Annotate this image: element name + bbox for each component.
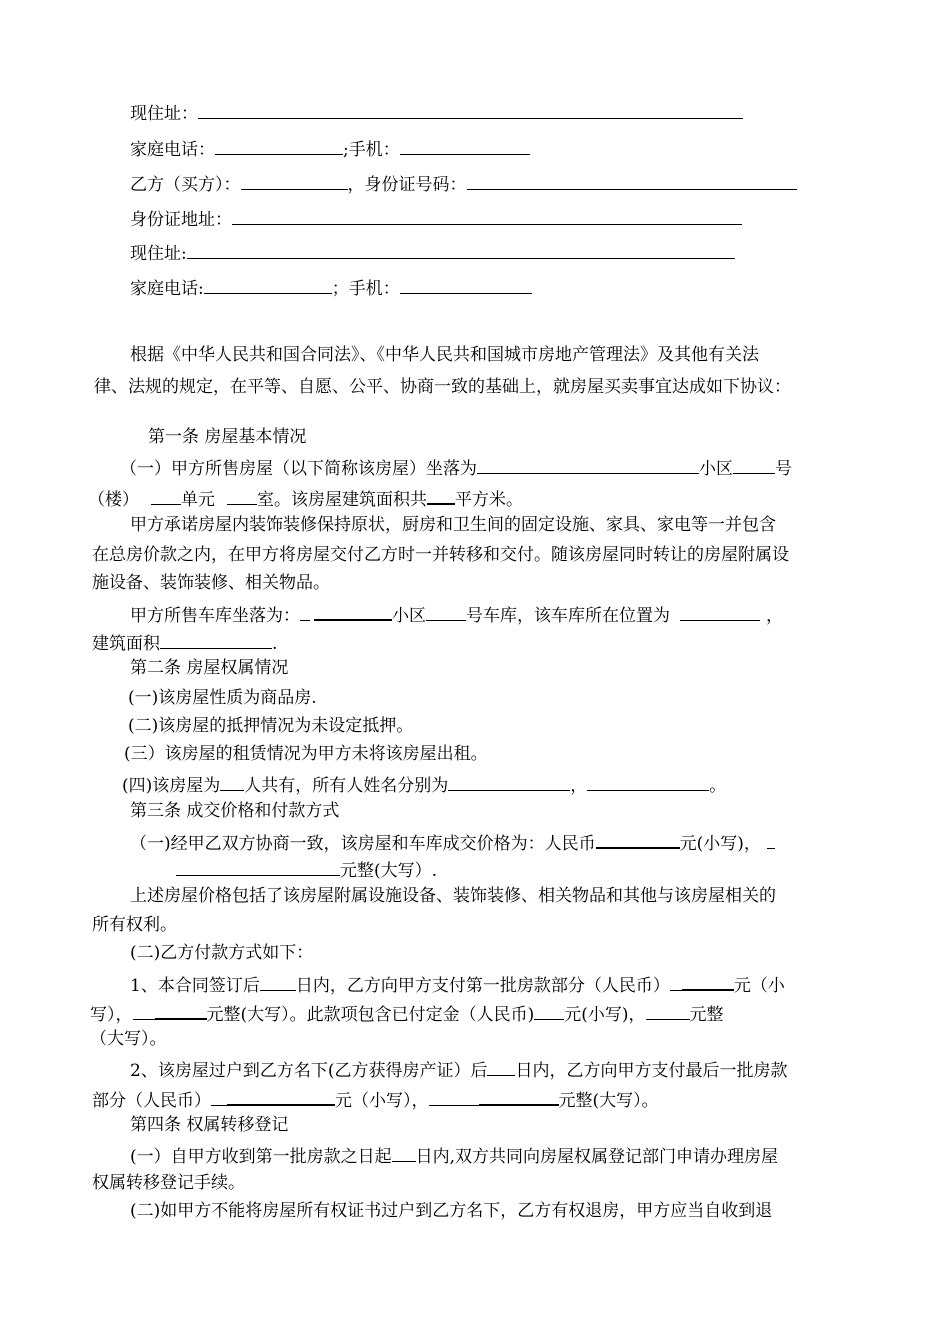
- area-label: 室。该房屋建筑面积共: [257, 490, 427, 510]
- article-1-clause-1-line-2: [88, 488, 523, 509]
- transfer-label: (一）自甲方收到第一批房款之日起: [130, 1147, 392, 1167]
- article-1-clause-2-line-1: 甲方承诺房屋内装饰装修保持原状，厨房和卫生间的固定设施、家具、家电等一并包含: [130, 515, 776, 535]
- payment-2-numeric-unit: 元（小写），: [335, 1091, 429, 1111]
- building-number-blank: [733, 458, 775, 474]
- underline: [300, 605, 310, 621]
- owner-names-label: 人共有，所有人姓名分别为: [244, 776, 449, 796]
- payment-2-words-blank: [479, 1089, 559, 1106]
- party-b-id-address-line: [130, 209, 742, 229]
- article-3-payment-1-line-3: （大写）。: [90, 1029, 167, 1049]
- transfer-days-blank: [392, 1146, 416, 1162]
- room-blank: [227, 489, 257, 505]
- party-b-line: [130, 174, 797, 194]
- comma: ，: [570, 776, 588, 796]
- party-a-phone-label: 家庭电话：: [130, 140, 215, 160]
- party-b-address-label: 现住址:: [130, 244, 187, 264]
- article-1-title: 第一条 房屋基本情况: [148, 427, 307, 447]
- garage-position-blank: [680, 605, 760, 621]
- article-3-price-line-2: [176, 860, 437, 880]
- owner-name-2-blank: [587, 775, 709, 791]
- garage-location-label: 甲方所售车库坐落为：: [130, 606, 300, 626]
- small-write-label: 写），: [90, 1005, 133, 1025]
- area-unit: 平方米。: [455, 490, 523, 510]
- article-3-payment-2-line-1: [130, 1060, 787, 1080]
- payment-1-label: 1、本合同签订后: [130, 976, 260, 996]
- article-2-item-1: (一)该房屋性质为商品房.: [128, 688, 317, 708]
- area-blank: [427, 488, 455, 505]
- owner-name-1-blank: [448, 775, 570, 791]
- party-b-phone-label: 家庭电话:: [130, 279, 204, 299]
- party-a-address-line: [130, 103, 743, 123]
- underline: [211, 1090, 227, 1106]
- party-b-id-address-blank: [232, 209, 742, 225]
- article-1-clause-1-line-1: [120, 458, 792, 478]
- article-1-clause-2-line-2: 在总房价款之内，在甲方将房屋交付乙方时一并转移和交付。随该房屋同时转让的房屋附属设: [92, 545, 789, 565]
- party-a-mobile-blank: [400, 139, 530, 155]
- party-b-label: 乙方（买方）：: [130, 175, 241, 195]
- garage-floor-area-label: 建筑面积: [92, 634, 160, 654]
- party-b-phone-line: [130, 278, 532, 298]
- price-numeric-unit: 元(小写)，: [679, 834, 761, 854]
- preamble-line-2: 律、法规的规定，在平等、自愿、公平、协商一致的基础上，就房屋买卖事宜达成如下协议：: [94, 377, 791, 397]
- deposit-words-blank: [646, 1004, 690, 1020]
- article-3-payment-1-line-2: [90, 1003, 724, 1024]
- party-b-mobile-label: ；手机：: [331, 279, 400, 299]
- article-3-title: 第三条 成交价格和付款方式: [130, 801, 340, 821]
- payment-1-unit: 元（小: [733, 976, 785, 996]
- underline: [133, 1004, 155, 1020]
- payment-1-days-blank: [260, 975, 296, 991]
- garage-position-label: 号车库，该车库所在位置为: [466, 606, 670, 626]
- unit-blank: [151, 489, 181, 505]
- party-a-address-label: 现住址：: [130, 104, 198, 124]
- article-3-payment-heading: (二)乙方付款方式如下：: [130, 943, 314, 963]
- deposit-label: 元整(大写）。此款项包含已付定金（人民币): [206, 1005, 535, 1025]
- payment-1-desc: 日内，乙方向甲方支付第一批房款部分（人民币）: [295, 976, 670, 996]
- article-1-garage-line-1: [130, 604, 783, 625]
- article-4-title: 第四条 权属转移登记: [130, 1115, 289, 1135]
- price-numeric-blank: [596, 832, 680, 849]
- party-b-name-blank: [241, 174, 348, 190]
- article-1-location-label: （一）甲方所售房屋（以下简称该房屋）坐落为: [120, 459, 477, 479]
- article-3-price-note-line-2: 所有权利。: [92, 915, 177, 935]
- party-a-address-blank: [198, 103, 743, 119]
- article-4-clause-1-line-2: 权属转移登记手续。: [92, 1173, 245, 1193]
- transfer-desc: 日内,双方共同向房屋权属登记部门申请办理房屋: [415, 1147, 779, 1167]
- period: .: [272, 634, 278, 654]
- unit-label: 单元: [181, 490, 215, 510]
- payment-2-numeric-blank: [227, 1089, 335, 1106]
- article-3-price-line-1: [130, 832, 775, 853]
- article-1-garage-line-2: [92, 633, 277, 653]
- article-2-item-4: [122, 775, 726, 795]
- article-1-clause-2-line-3: 施设备、装饰装修、相关物品。: [92, 573, 330, 593]
- number-label: 号: [775, 459, 792, 479]
- party-b-address-blank: [187, 243, 735, 259]
- location-blank: [477, 458, 699, 474]
- party-a-phone-line: [130, 139, 530, 159]
- garage-location-blank: [314, 604, 392, 621]
- payment-2-label: 2、该房屋过户到乙方名下(乙方获得房产证）后: [130, 1061, 488, 1081]
- party-b-mobile-blank: [400, 278, 532, 294]
- residential-area-label: 小区: [699, 459, 733, 479]
- garage-number-blank: [426, 605, 466, 621]
- payment-2-amount-label: 部分（人民币）: [92, 1091, 211, 1111]
- payment-2-words-unit: 元整(大写）。: [558, 1091, 659, 1111]
- party-a-mobile-label: ;手机：: [343, 140, 400, 160]
- price-words-blank: [176, 860, 340, 876]
- article-4-clause-1-line-1: [130, 1146, 778, 1166]
- payment-1-words-blank: [155, 1003, 207, 1020]
- payment-2-days-blank: [487, 1060, 515, 1076]
- underline: [670, 975, 682, 991]
- garage-floor-area-blank: [160, 633, 272, 649]
- payment-1-amount-blank: [682, 974, 734, 991]
- co-owner-count-blank: [220, 775, 244, 791]
- article-2-title: 第二条 房屋权属情况: [130, 658, 289, 678]
- price-words-unit: 元整(大写）.: [340, 861, 438, 881]
- co-owner-count-label: (四)该房屋为: [122, 776, 221, 796]
- building-label: （楼）: [88, 490, 139, 510]
- price-label: （一)经甲乙双方协商一致，该房屋和车库成交价格为：人民币: [130, 834, 596, 854]
- deposit-words-unit: 元整: [689, 1005, 724, 1025]
- party-b-id-blank: [467, 174, 797, 190]
- party-b-id-label: ，身份证号码：: [347, 175, 467, 195]
- underline: [429, 1090, 479, 1106]
- article-3-payment-1-line-1: [130, 974, 785, 995]
- party-b-id-address-label: 身份证地址：: [130, 210, 232, 230]
- deposit-numeric-unit: 元(小写)，: [564, 1005, 646, 1025]
- article-2-item-3: (三）该房屋的租赁情况为甲方未将该房屋出租。: [124, 744, 488, 764]
- comma: ，: [766, 606, 783, 626]
- garage-area-label: 小区: [392, 606, 426, 626]
- underline: [767, 833, 775, 849]
- period: 。: [709, 776, 727, 796]
- party-b-address-line: [130, 243, 735, 263]
- article-3-price-note-line-1: 上述房屋价格包括了该房屋附属设施设备、装饰装修、相关物品和其他与该房屋相关的: [130, 886, 776, 906]
- payment-2-desc: 日内，乙方向甲方支付最后一批房款: [515, 1061, 788, 1081]
- party-b-phone-blank: [204, 278, 332, 294]
- preamble-line-1: 根据《中华人民共和国合同法》、《中华人民共和国城市房地产管理法》及其他有关法: [130, 345, 759, 365]
- party-a-phone-blank: [215, 139, 343, 155]
- article-2-item-2: (二)该房屋的抵押情况为未设定抵押。: [128, 716, 414, 736]
- article-4-clause-2-line-1: (二)如甲方不能将房屋所有权证书过户到乙方名下，乙方有权退房，甲方应当自收到退: [130, 1201, 773, 1221]
- article-3-payment-2-line-2: [92, 1089, 659, 1110]
- deposit-numeric-blank: [534, 1004, 564, 1020]
